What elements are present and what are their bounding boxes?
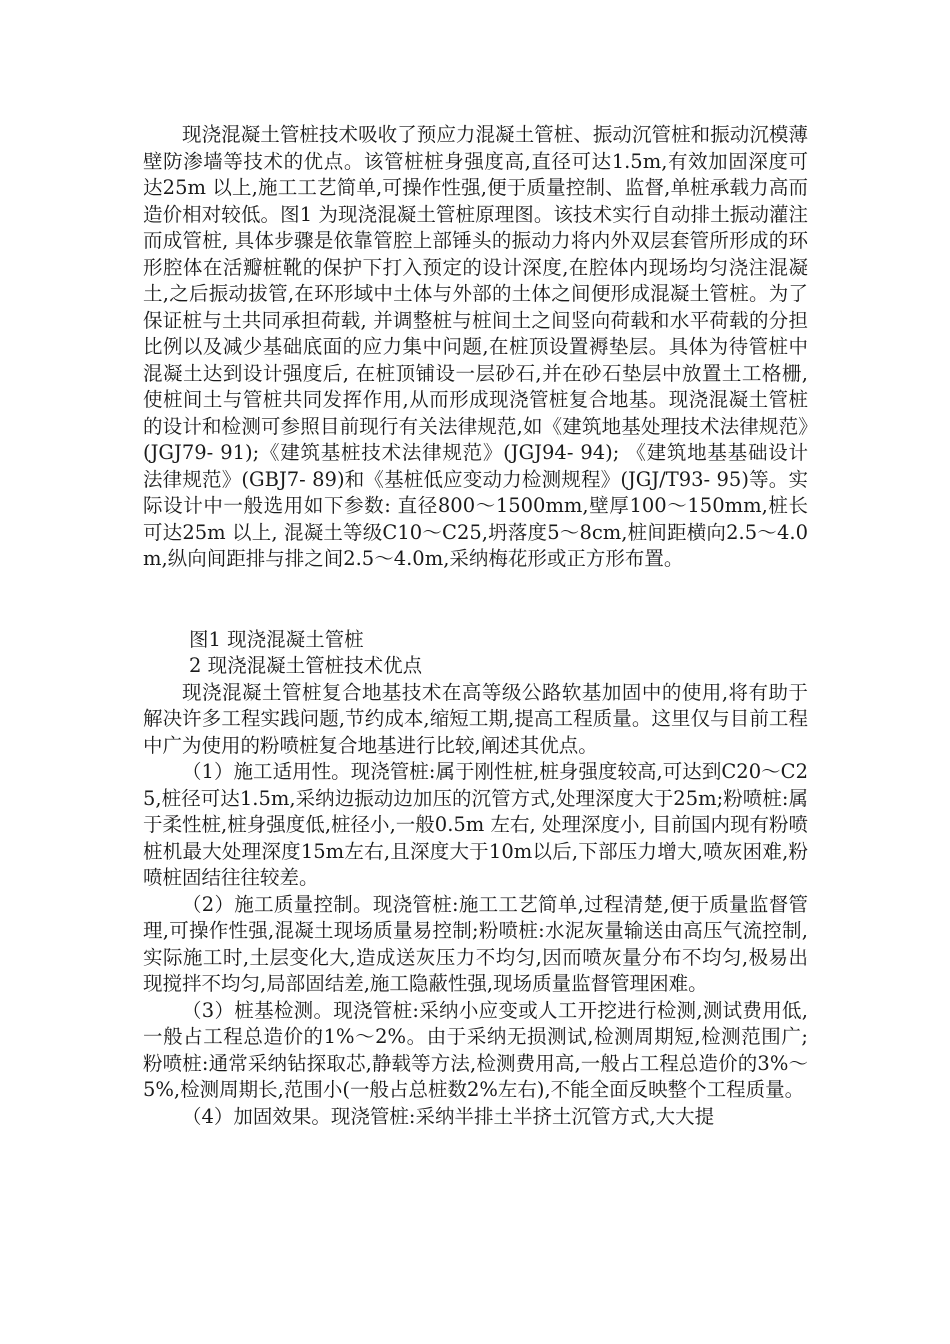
section-heading: 2 现浇混凝土管桩技术优点 <box>189 654 423 677</box>
figure-caption: 图1 现浇混凝土管桩 <box>189 627 364 651</box>
paragraph-point-2: （2）施工质量控制。现浇管桩:施工工艺简单,过程清楚,便于质量监督管理,可操作性强,混凝土现场质量易控制;粉喷桩:水泥灰量输送由高压气流控制,实际施工时,土层变化大,造成送灰压力不均匀,因而喷灰量分布不均匀,极易出现搅拌不均匀,局部固结差,施工隐蔽性强,现场质量监督管理困难。 <box>143 892 808 995</box>
figure-space <box>143 573 808 627</box>
document-page <box>143 122 808 1130</box>
paragraph-section-intro: 现浇混凝土管桩复合地基技术在高等级公路软基加固中的使用,将有助于解决许多工程实践问题,节约成本,缩短工期,提高工程质量。这里仅与目前工程中广为使用的粉喷桩复合地基进行比较,阐述其优点。 <box>143 680 808 757</box>
paragraph-point-1: （1）施工适用性。现浇管桩:属于刚性桩,桩身强度较高,可达到C20～C25,桩径可达1.5m,采纳边振动边加压的沉管方式,处理深度大于25m;粉喷桩:属于柔性桩,桩身强度低,桩径小,一般0.5m 左右, 处理深度小, 目前国内现有粉喷桩机最大处理深度15m左右,且深度大于10m以后,下部压力增大,喷灰困难,粉喷桩固结往往较差。 <box>143 760 808 889</box>
paragraph-point-4: （4）加固效果。现浇管桩:采纳半排土半挤土沉管方式,大大提 <box>182 1104 715 1128</box>
paragraph-point-3: （3）桩基检测。现浇管桩:采纳小应变或人工开挖进行检测,测试费用低,一般占工程总造价的1%～2%。由于采纳无损测试,检测周期短,检测范围广;粉喷桩:通常采纳钻探取芯,静载等方法,检测费用高,一般占工程总造价的3%～5%,检测周期长,范围小(一般占总桩数2%左右),不能全面反映整个工程质量。 <box>143 998 808 1101</box>
paragraph-intro: 现浇混凝土管桩技术吸收了预应力混凝土管桩、振动沉管桩和振动沉模薄壁防渗墙等技术的优点。该管桩桩身强度高,直径可达1.5m,有效加固深度可达25m 以上,施工工艺简单,可操作性强,便于质量控制、监督,单桩承载力高而造价相对较低。图1 为现浇混凝土管桩原理图。该技术实行自动排土振动灌注而成管桩, 具体步骤是依靠管腔上部锤头的振动力将内外双层套管所形成的环形腔体在活瓣桩靴的保护下打入预定的设计深度,在腔体内现场均匀浇注混凝土,之后振动拔管,在环形域中土体与外部的土体之间便形成混凝土管桩。为了保证桩与土共同承担荷载, 并调整桩与桩间土之间竖向荷载和水平荷载的分担比例以及减少基础底面的应力集中问题,在桩顶设置褥垫层。具体为待管桩中混凝土达到设计强度后, 在桩顶铺设一层砂石,并在砂石垫层中放置土工格栅, 使桩间土与管桩共同发挥作用,从而形成现浇管桩复合地基。现浇混凝土管桩的设计和检测可参照目前现行有关法律规范,如《建筑地基处理技术法律规范》(JGJ79- 91);《建筑基桩技术法律规范》(JGJ94- 94); 《建筑地基基础设计法律规范》(GBJ7- 89)和《基桩低应变动力检测规程》(JGJ/T93- 95)等。实际设计中一般选用如下参数: 直径800～1500mm,壁厚100～150mm,桩长可达25m 以上, 混凝土等级C10～C25,坍落度5～8cm,桩间距横向2.5～4.0m,纵向间距排与排之间2.5～4.0m,采纳梅花形或正方形布置。 <box>143 123 808 570</box>
